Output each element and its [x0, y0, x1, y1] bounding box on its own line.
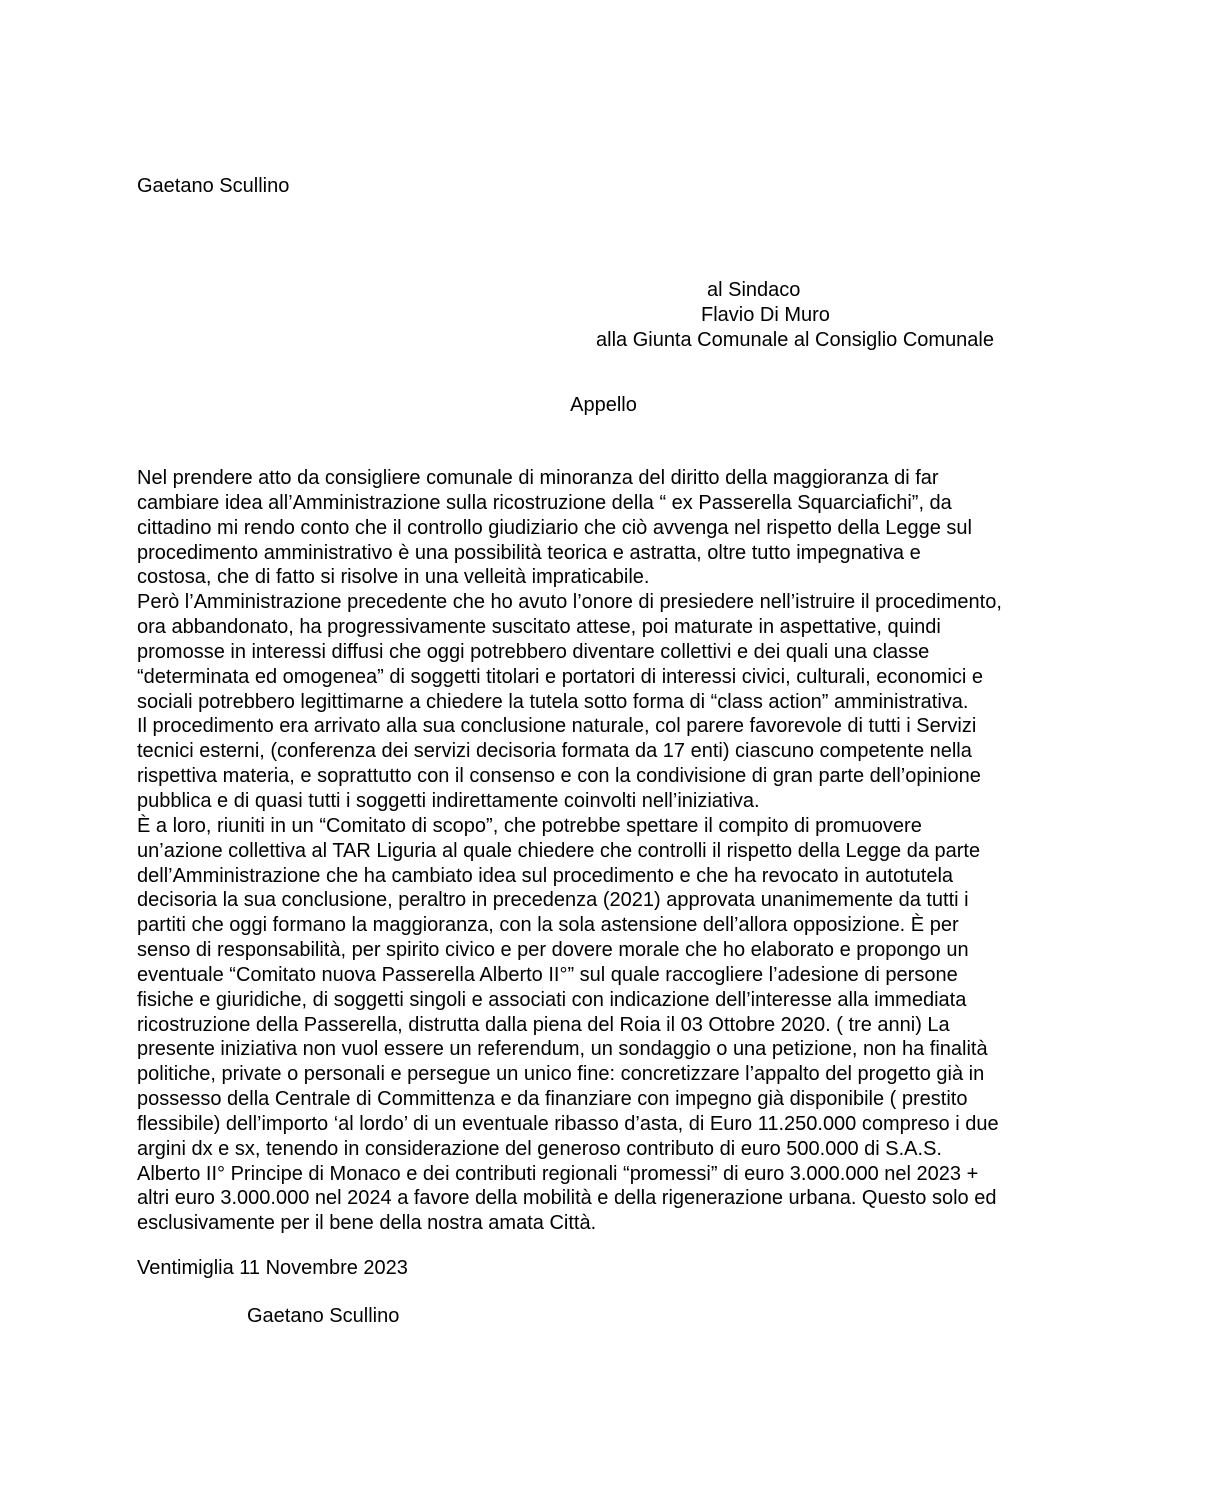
body-line: possesso della Centrale di Committenza e da finanziare con impegno già disponibile ( prestito [137, 1088, 968, 1111]
body-line: pubblica e di quasi tutti i soggetti indirettamente coinvolti nell’iniziativa. [137, 789, 760, 812]
recipients-block [0, 278, 1207, 353]
sender-name: Gaetano Scullino [137, 175, 290, 197]
body-line: Il procedimento era arrivato alla sua conclusione naturale, col parere favorevole di tutti i Servizi [137, 715, 977, 738]
body-line: altri euro 3.000.000 nel 2024 a favore della mobilità e della rigenerazione urbana. Questo solo ed [137, 1187, 997, 1210]
body-line: partiti che oggi formano la maggioranza, con la sola astensione dell’allora opposizione. È per [137, 914, 959, 937]
place-and-date: Ventimiglia 11 Novembre 2023 [137, 1257, 408, 1279]
body-line: cittadino mi rendo conto che il controllo giudiziario che ciò avvenga nel rispetto della Legge sul [137, 516, 972, 539]
body-line: decisoria la sua conclusione, peraltro in precedenza (2021) approvata unanimemente da tutti i [137, 889, 969, 912]
body-line: procedimento amministrativo è una possibilità teorica e astratta, oltre tutto impegnativa e [137, 541, 921, 564]
body-line: Alberto II° Principe di Monaco e dei contributi regionali “promessi” di euro 3.000.000 nel 2023 + [137, 1162, 979, 1185]
body-line: politiche, private o personali e persegue un unico fine: concretizzare l’appalto del progetto già in [137, 1063, 985, 1086]
body-line: costosa, che di fatto si risolve in una velleità impraticabile. [137, 566, 650, 589]
body-line: Nel prendere atto da consigliere comunale di minoranza del diritto della maggioranza di far [137, 467, 939, 489]
body-line: promosse in interessi diffusi che oggi potrebbero diventare collettivi e dei quali una classe [137, 640, 930, 663]
body-line: senso di responsabilità, per spirito civico e per dovere morale che ho elaborato e propongo un [137, 939, 969, 962]
body-line: tecnici esterni, (conferenza dei servizi decisoria formata da 17 enti) ciascuno competente nella [137, 740, 972, 763]
body-line: È a loro, riuniti in un “Comitato di scopo”, che potrebbe spettare il compito di promuovere [137, 814, 922, 837]
body-line: esclusivamente per il bene della nostra amata Città. [137, 1212, 597, 1235]
recipient-line: alla Giunta Comunale al Consiglio Comunale [596, 328, 994, 351]
recipient-line: al Sindaco [707, 279, 801, 301]
body-line: un’azione collettiva al TAR Liguria al quale chiedere che controlli il rispetto della Legge da parte [137, 839, 981, 862]
body-line: flessibile) dell’importo ‘al lordo’ di un eventuale ribasso d’asta, di Euro 11.250.000 compreso i due [137, 1112, 999, 1135]
body-line: presente iniziativa non vuol essere un referendum, un sondaggio o una petizione, non ha finalità [137, 1038, 988, 1061]
signature-name: Gaetano Scullino [247, 1305, 400, 1327]
body-line: sociali potrebbero legittimarne a chiedere la tutela sotto forma di “class action” amministrativa. [137, 690, 969, 713]
body-line: fisiche e giuridiche, di soggetti singoli e associati con indicazione dell’interesse alla immediata [137, 988, 967, 1011]
body-line: argini dx e sx, tenendo in considerazione del generoso contributo di euro 500.000 di S.A.S. [137, 1137, 942, 1160]
body-line: ricostruzione della Passerella, distrutta dalla piena del Roia il 03 Ottobre 2020. ( tre anni) La [137, 1013, 950, 1036]
letter-title: Appello [570, 394, 637, 416]
body-line: dell’Amministrazione che ha cambiato idea sul procedimento e che ha revocato in autotutela [137, 864, 954, 887]
body-line: cambiare idea all’Amministrazione sulla ricostruzione della “ ex Passerella Squarciafichi”, da [137, 491, 952, 514]
letter-body [137, 466, 1002, 1236]
body-line: ora abbandonato, ha progressivamente suscitato attese, poi maturate in aspettative, quindi [137, 616, 941, 639]
body-line: eventuale “Comitato nuova Passerella Alberto II°” sul quale raccogliere l’adesione di persone [137, 963, 958, 986]
body-line: rispettiva materia, e soprattutto con il consenso e con la condivisione di gran parte dell’opinione [137, 765, 981, 788]
recipient-line: Flavio Di Muro [701, 303, 830, 326]
body-line: “determinata ed omogenea” di soggetti titolari e portatori di interessi civici, culturali, economici e [137, 665, 983, 688]
body-line: Però l’Amministrazione precedente che ho avuto l’onore di presiedere nell’istruire il procedimento, [137, 591, 1002, 614]
